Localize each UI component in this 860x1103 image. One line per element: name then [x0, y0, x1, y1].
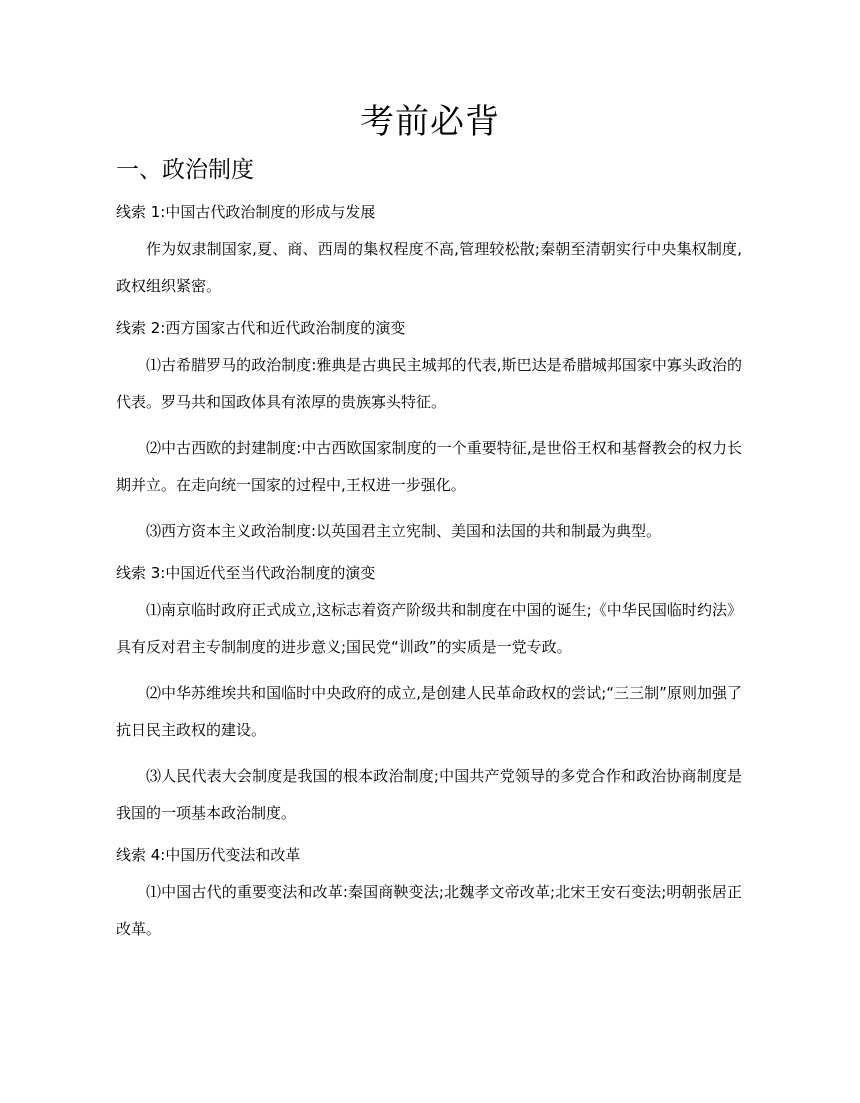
paragraph: ⑴中国古代的重要变法和改革:秦国商鞅变法;北魏孝文帝改革;北宋王安石变法;明朝张居正改革。 [116, 883, 742, 938]
clue-heading: 线索 2:西方国家古代和近代政治制度的演变 [116, 319, 406, 337]
paragraph: ⑶人民代表大会制度是我国的根本政治制度;中国共产党领导的多党合作和政治协商制度是我国的一项基本政治制度。 [116, 767, 742, 822]
document-body [116, 198, 742, 957]
paragraph: ⑶西方资本主义政治制度:以英国君主立宪制、美国和法国的共和制最为典型。 [146, 522, 662, 540]
paragraph: 作为奴隶制国家,夏、商、西周的集权程度不高,管理较松散;秦朝至清朝实行中央集权制度,政权组织紧密。 [116, 240, 742, 295]
clue-heading: 线索 1:中国古代政治制度的形成与发展 [116, 203, 376, 221]
paragraph: ⑴南京临时政府正式成立,这标志着资产阶级共和制度在中国的诞生;《中华民国临时约法》具有反对君主专制制度的进步意义;国民党“训政”的实质是一党专政。 [116, 601, 742, 656]
clue-heading: 线索 3:中国近代至当代政治制度的演变 [116, 564, 376, 582]
page-title: 考前必背 [360, 102, 500, 142]
clue-heading: 线索 4:中国历代变法和改革 [116, 846, 301, 864]
paragraph: ⑵中华苏维埃共和国临时中央政府的成立,是创建人民革命政权的尝试;“三三制”原则加强了抗日民主政权的建设。 [116, 684, 742, 739]
paragraph: ⑴古希腊罗马的政治制度:雅典是古典民主城邦的代表,斯巴达是希腊城邦国家中寡头政治的代表。罗马共和国政体具有浓厚的贵族寡头特征。 [116, 356, 742, 411]
paragraph: ⑵中古西欧的封建制度:中古西欧国家制度的一个重要特征,是世俗王权和基督教会的权力长期并立。在走向统一国家的过程中,王权进一步强化。 [116, 439, 742, 494]
section-heading: 一、政治制度 [116, 157, 254, 183]
